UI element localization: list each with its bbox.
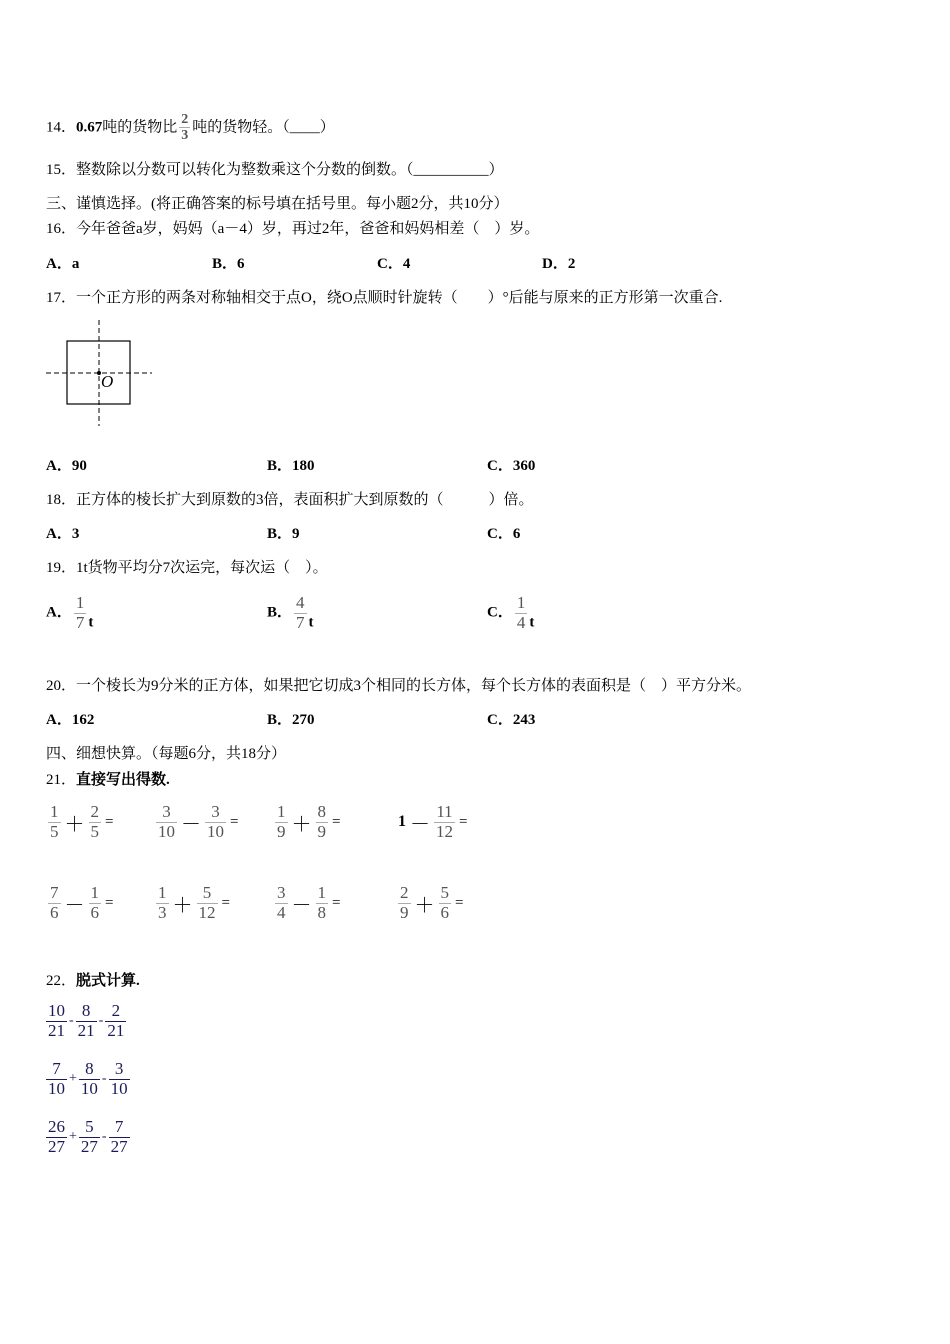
q-text: 正方体的棱长扩大到原数的3倍，表面积扩大到原数的（ ）倍。 [76, 492, 534, 508]
q-number: 17． [46, 290, 77, 306]
numerator: 5 [202, 883, 212, 902]
q-number: 14． [46, 119, 77, 136]
numerator: 2 [90, 802, 99, 821]
fraction [156, 803, 177, 841]
denominator: 5 [90, 821, 99, 841]
fraction [197, 884, 218, 922]
fraction [316, 803, 329, 841]
denominator: 7 [296, 612, 305, 632]
denominator: 6 [50, 902, 59, 922]
q-text: 今年爸爸a岁，妈妈（a－4）岁，再过2年，爸爸和妈妈相差（ ）岁。 [76, 221, 540, 237]
operator: + [69, 1129, 77, 1145]
math-item [46, 884, 113, 922]
denominator: 12 [436, 821, 453, 841]
question-20 [46, 676, 751, 696]
denominator: 9 [277, 821, 286, 841]
section-3-heading: 三、谨慎选择。(将正确答案的标号填在括号里。每小题2分，共10分） [46, 196, 509, 212]
q-text: 整数除以分数可以转化为整数乘这个分数的倒数。（__________） [76, 162, 504, 178]
fraction [89, 803, 102, 841]
math-item [273, 884, 340, 922]
fraction [109, 1118, 130, 1156]
denominator: 10 [158, 821, 175, 841]
denominator: 3 [181, 128, 189, 144]
fraction [46, 1002, 67, 1040]
fraction [76, 1002, 97, 1040]
denominator: 9 [317, 821, 326, 841]
option-a: A．3 [46, 526, 80, 542]
q-number: 20． [46, 678, 77, 694]
question-21 [46, 770, 170, 790]
math-item [273, 803, 340, 841]
fraction [275, 884, 288, 922]
q-text: 脱式计算. [76, 973, 140, 989]
fraction [398, 884, 411, 922]
fraction [294, 594, 307, 632]
option-label: A． [46, 604, 72, 621]
operator: - [101, 1071, 107, 1087]
option-a: A．a [46, 256, 80, 272]
operator: ＋ [414, 894, 435, 917]
operator: － [181, 813, 201, 836]
fraction [434, 803, 455, 841]
numerator: 1 [317, 883, 326, 902]
q-number: 18． [46, 492, 77, 508]
denominator: 10 [110, 1078, 128, 1098]
unit: t [529, 614, 535, 631]
math-item [154, 884, 230, 922]
numerator: 7 [52, 1059, 61, 1078]
q-number: 15． [46, 162, 77, 178]
denominator: 21 [77, 1020, 95, 1040]
numerator: 11 [436, 802, 453, 821]
numerator: 7 [114, 1117, 124, 1136]
denominator: 6 [90, 902, 99, 922]
numerator: 8 [81, 1001, 91, 1020]
equals-sign: = [230, 813, 239, 830]
q-text: 一个正方形的两条对称轴相交于点O，绕O点顺时针旋转（ ）°后能与原来的正方形第一次重合. [76, 290, 723, 306]
equals-sign: = [105, 894, 114, 911]
unit: t [88, 614, 94, 631]
fraction [74, 594, 87, 632]
q14-text-end: 吨的货物轻。（____） [192, 119, 335, 136]
fraction [79, 1060, 100, 1098]
denominator: 27 [110, 1136, 128, 1156]
denominator: 4 [277, 902, 286, 922]
operator: - [98, 1013, 104, 1029]
question-22 [46, 971, 140, 991]
denominator: 10 [207, 821, 224, 841]
option-c: C．6 [487, 526, 521, 542]
numerator: 8 [85, 1059, 94, 1078]
numerator: 8 [317, 802, 326, 821]
question-19 [46, 558, 328, 578]
numerator: 1 [90, 883, 99, 902]
math-item [46, 803, 113, 841]
fraction [515, 594, 528, 632]
fraction [109, 1060, 130, 1098]
math-item [154, 803, 238, 841]
option-a: A．90 [46, 458, 87, 474]
denominator: 9 [400, 902, 409, 922]
q-text: 直接写出得数. [76, 772, 170, 788]
numerator: 3 [277, 883, 286, 902]
math-item [396, 884, 463, 922]
denominator: 10 [80, 1078, 98, 1098]
operator: ＋ [172, 894, 193, 917]
numerator: 1 [516, 593, 526, 612]
denominator: 4 [516, 612, 526, 632]
numerator: 1 [75, 593, 85, 612]
q14-value: 0.67 [76, 119, 103, 136]
operator: - [101, 1129, 107, 1145]
q-number: 21． [46, 772, 77, 788]
numerator: 2 [181, 112, 189, 127]
calc-expression [44, 1060, 132, 1098]
fraction [156, 884, 169, 922]
question-16 [46, 219, 539, 239]
numerator: 10 [48, 1001, 65, 1020]
denominator: 21 [107, 1020, 125, 1040]
option-b [267, 594, 314, 633]
q-number: 19． [46, 560, 77, 576]
fraction [46, 1060, 67, 1098]
fraction [46, 1118, 67, 1156]
square-axes-figure [44, 318, 154, 428]
fraction [275, 803, 288, 841]
equals-sign: = [105, 813, 114, 830]
question-15 [46, 160, 504, 180]
numerator: 3 [162, 802, 171, 821]
q-text: 一个棱长为9分米的正方体，如果把它切成3个相同的长方体，每个长方体的表面积是（ ）平方分米。 [76, 678, 752, 694]
equals-sign: = [455, 894, 464, 911]
option-c: C．360 [487, 458, 536, 474]
operator: - [69, 1013, 74, 1029]
fraction [439, 884, 452, 922]
numerator: 5 [85, 1117, 94, 1136]
denominator: 8 [317, 902, 326, 922]
option-d: D．2 [542, 256, 576, 272]
option-c: C．4 [377, 256, 411, 272]
denominator: 21 [48, 1020, 65, 1040]
option-label: C． [487, 604, 513, 621]
fraction [48, 884, 61, 922]
operator: － [410, 813, 430, 836]
question-14 [46, 112, 335, 144]
option-b: B．270 [267, 712, 315, 728]
option-b: B．180 [267, 458, 315, 474]
denominator: 5 [50, 821, 59, 841]
option-c [487, 594, 534, 633]
question-17 [46, 288, 722, 308]
operator: － [64, 894, 85, 917]
operator: － [291, 894, 312, 917]
equals-sign: = [221, 894, 230, 911]
operator: ＋ [64, 813, 85, 836]
denominator: 27 [48, 1136, 65, 1156]
q14-text: 吨的货物比 [102, 119, 178, 136]
point-o-label: O [101, 372, 114, 391]
numerator: 5 [440, 883, 449, 902]
question-18 [46, 490, 534, 510]
denominator: 3 [158, 902, 167, 922]
unit: t [308, 614, 314, 631]
denominator: 27 [80, 1136, 98, 1156]
denominator: 7 [75, 612, 85, 632]
numerator: 3 [114, 1059, 124, 1078]
fraction [48, 803, 61, 841]
numerator: 2 [111, 1001, 121, 1020]
option-label: B． [267, 604, 293, 621]
option-c: C．243 [487, 712, 536, 728]
fraction [316, 884, 329, 922]
q-number: 22． [46, 973, 77, 989]
equals-sign: = [459, 813, 468, 830]
q-text: 1t货物平均分7次运完，每次运（ ）。 [76, 560, 328, 576]
operator: + [69, 1071, 77, 1087]
option-a: A．162 [46, 712, 95, 728]
option-a [46, 594, 93, 633]
q-number: 16． [46, 221, 77, 237]
fraction [105, 1002, 126, 1040]
denominator: 12 [198, 902, 216, 922]
operator: ＋ [291, 813, 312, 836]
denominator: 6 [440, 902, 449, 922]
numerator: 7 [50, 883, 59, 902]
fraction [89, 884, 102, 922]
numerator: 3 [211, 802, 220, 821]
calc-expression [44, 1118, 132, 1156]
fraction [179, 112, 190, 144]
calc-expression [44, 1002, 128, 1040]
option-b: B．9 [267, 526, 300, 542]
numerator: 1 [277, 802, 286, 821]
equals-sign: = [332, 813, 341, 830]
fraction [205, 803, 226, 841]
numerator: 2 [400, 883, 409, 902]
whole-number: 1 [398, 813, 406, 831]
fraction [79, 1118, 100, 1156]
option-b: B．6 [212, 256, 245, 272]
numerator: 4 [296, 593, 305, 612]
section-4-heading: 四、细想快算。（每题6分，共18分） [46, 746, 287, 762]
numerator: 26 [48, 1117, 65, 1136]
numerator: 1 [50, 802, 59, 821]
equals-sign: = [332, 894, 341, 911]
math-item [396, 803, 467, 841]
denominator: 10 [48, 1078, 65, 1098]
numerator: 1 [158, 883, 167, 902]
